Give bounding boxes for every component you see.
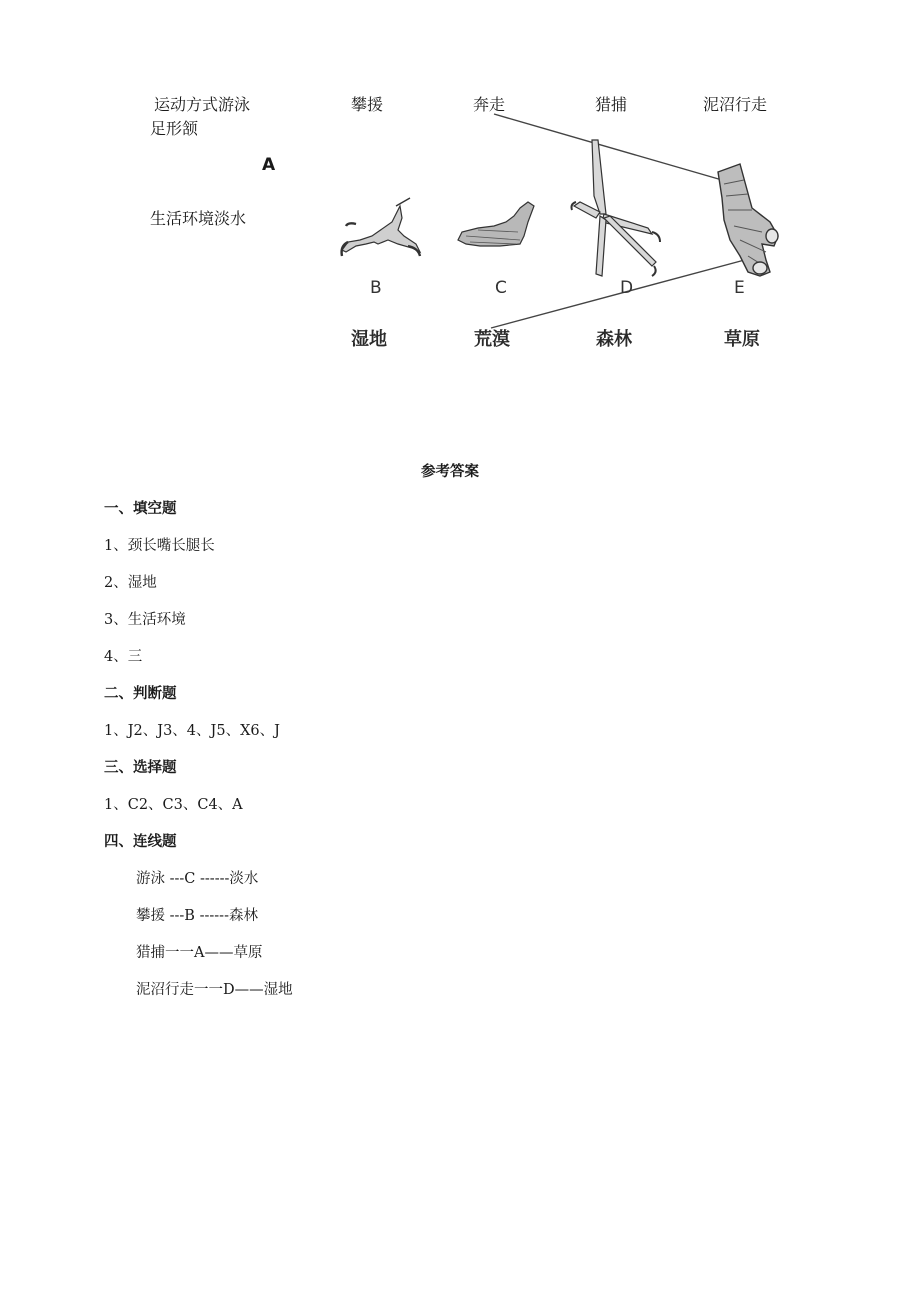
foot-d-icon <box>572 140 661 276</box>
connector-line-running <box>494 114 722 180</box>
answer-line: 1、颈长嘴长腿长 <box>104 538 215 554</box>
section-heading-matching: 四、连线题 <box>104 833 177 850</box>
answer-line: 2、湿地 <box>104 575 157 591</box>
habitat-grassland: 草原 <box>724 329 760 350</box>
section-heading-multiple-choice: 三、选择题 <box>104 759 177 776</box>
answer-line: 攀援 ---B ------森林 <box>136 908 258 924</box>
habitat-forest: 森林 <box>596 329 632 350</box>
answer-line: 3、生活环境 <box>104 612 186 628</box>
answer-line: 泥沼行走一一D——湿地 <box>136 982 293 998</box>
foot-letter-b: B <box>370 278 382 298</box>
answer-line: 4、三 <box>104 649 143 665</box>
answer-key-title: 参考答案 <box>421 463 479 480</box>
answer-line: 1、C2、C3、C4、A <box>104 797 243 813</box>
foot-letter-a: A <box>262 155 276 175</box>
foot-e-icon <box>718 164 778 276</box>
foot-b-icon <box>342 198 420 256</box>
foot-letter-d: D <box>620 278 634 298</box>
answer-line: 游泳 ---C ------淡水 <box>136 871 259 887</box>
motion-hunting: 猎捕 <box>595 95 628 114</box>
foot-letter-e: E <box>734 278 745 298</box>
feet-illustration <box>0 0 920 420</box>
habitat-row-label: 生活环境淡水 <box>150 209 247 228</box>
foot-c-icon <box>458 202 534 246</box>
answer-line: 猎捕一一A——草原 <box>136 945 263 961</box>
motion-running: 奔走 <box>473 95 506 114</box>
foot-letter-c: C <box>495 278 507 298</box>
section-heading-true-false: 二、判断题 <box>104 685 177 702</box>
motion-row-label: 运动方式游泳 <box>154 95 251 114</box>
motion-climbing: 攀援 <box>351 95 384 114</box>
habitat-desert: 荒漠 <box>474 329 510 350</box>
section-heading-fill-blank: 一、填空题 <box>104 500 177 517</box>
motion-mud-walking: 泥沼行走 <box>703 95 768 114</box>
answer-line: 1、J2、J3、4、J5、X6、J <box>104 723 280 739</box>
habitat-wetland: 湿地 <box>351 329 387 350</box>
foot-row-label: 足形颔 <box>150 119 199 138</box>
